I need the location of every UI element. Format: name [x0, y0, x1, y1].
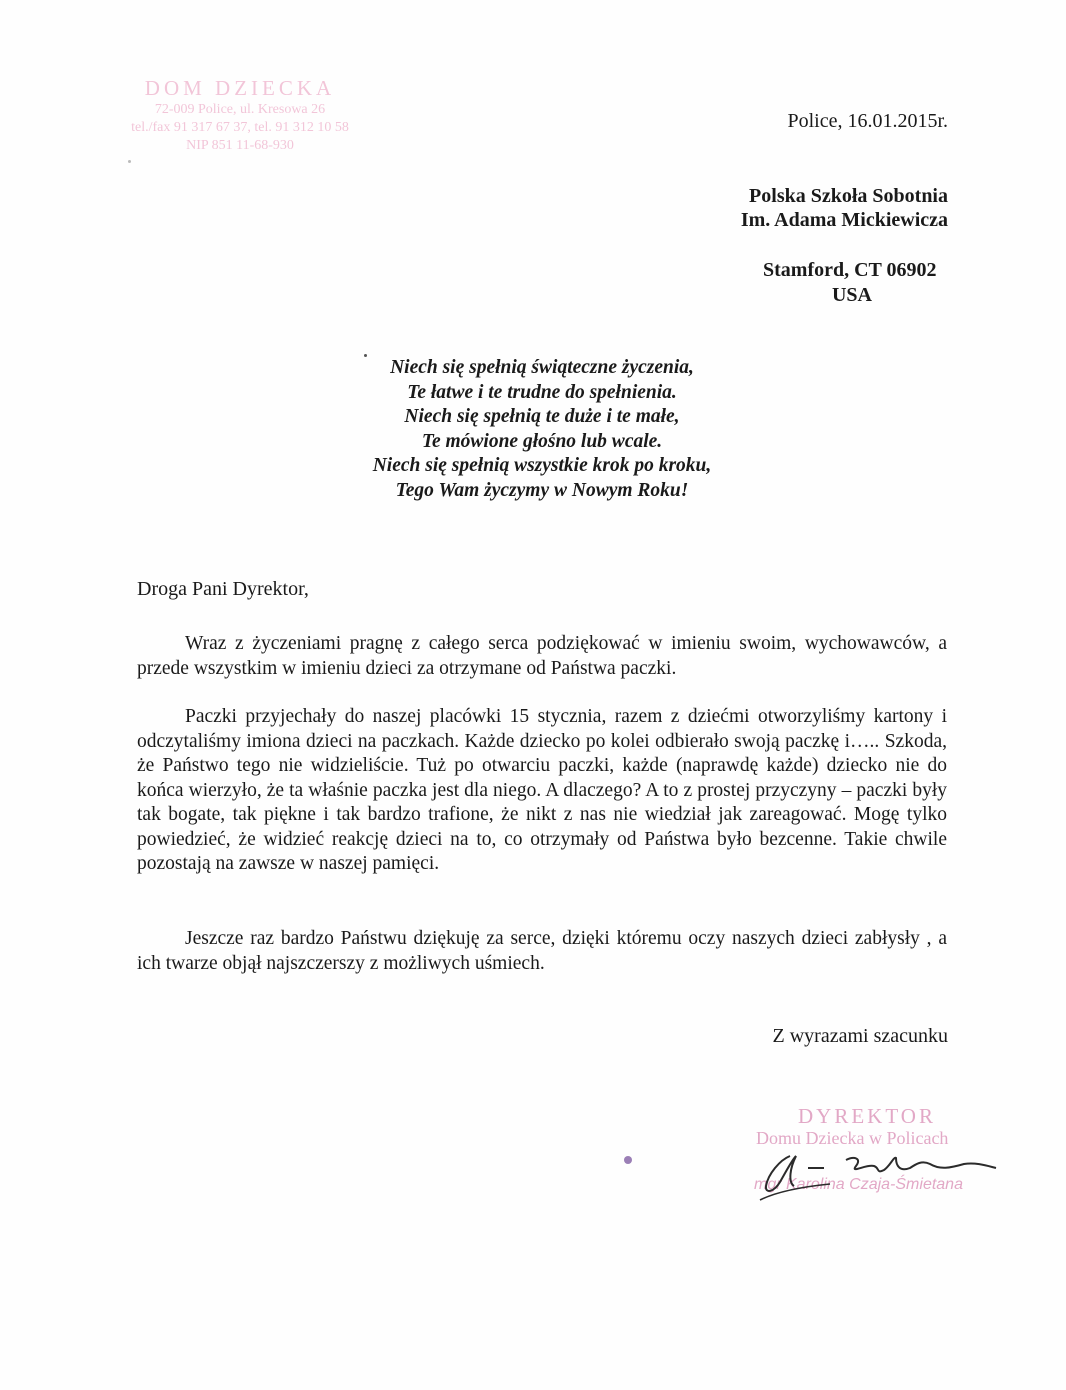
recipient-block	[741, 184, 948, 232]
recipient-country: USA	[831, 284, 872, 306]
signature-title: DYREKTOR	[798, 1104, 936, 1128]
poem-line: Niech się spełnią świąteczne życzenia,	[390, 357, 694, 378]
paragraph-1	[137, 632, 947, 681]
paragraph-text: Wraz z życzeniami pragnę z całego serca podziękować w imieniu swoim, wychowawców, a przede wszystkim w imieniu dzieci za otrzymane od Państwa paczki.	[137, 633, 947, 679]
stamp-phone: tel./fax 91 317 67 37, tel. 91 312 10 58	[131, 120, 349, 135]
paragraph-text: Jeszcze raz bardzo Państwu dziękuję za serce, dzięki któremu oczy naszych dzieci zabłysły , a ich twarze objął najszczerszy z możliwych uśmiech.	[137, 928, 947, 974]
letter-date: Police, 16.01.2015r.	[787, 110, 948, 132]
recipient-line-1: Polska Szkoła Sobotnia	[749, 185, 948, 207]
ink-speck	[624, 1156, 632, 1164]
signature-organization: Domu Dziecka w Policach	[756, 1128, 949, 1148]
recipient-line-2: Im. Adama Mickiewicza	[740, 209, 948, 231]
salutation: Droga Pani Dyrektor,	[137, 578, 309, 600]
poem-line: Tego Wam życzymy w Nowym Roku!	[395, 479, 689, 501]
handwritten-signature	[750, 1134, 1000, 1204]
poem-line: Te mówione głośno lub wcale.	[421, 430, 663, 452]
paragraph-3	[137, 927, 947, 976]
signature-name: mgr Karolina Czaja-Śmietana	[754, 1176, 963, 1193]
stamp-nip: NIP 851 11-68-930	[186, 138, 294, 153]
greeting-poem	[340, 356, 744, 503]
paragraph-2	[137, 705, 947, 877]
paragraph-text: Paczki przyjechały do naszej placówki 15 stycznia, razem z dziećmi otworzyliśmy kartony i odczytaliśmy imiona dzieci na paczkach. Każde dziecko po kolei odbierało swoją paczkę i….. Szkoda, że Państwo tego nie widzieliście. Tuż po otwarciu paczki, każde (naprawdę każde) dziecko nie do końca wierzyło, że ta właśnie paczka jest dla niego. A dlaczego? A to z prostej przyczyny – paczki były tak bogate, tak piękne i tak bardzo trafione, że nikt z nas nie wiedział jak zareagować. Mogę tylko powiedzieć, że widzieć reakcję dzieci na to, co otrzymały od Państwa było bezcenne. Takie chwile pozostają na zawsze w naszej pamięci.	[137, 706, 947, 874]
recipient-city: Stamford, CT 06902	[763, 259, 937, 281]
ink-speck	[364, 354, 367, 357]
institution-stamp	[110, 76, 370, 155]
signature-block	[750, 1104, 1000, 1204]
closing-phrase: Z wyrazami szacunku	[772, 1025, 948, 1047]
stamp-address: 72-009 Police, ul. Kresowa 26	[154, 102, 326, 117]
recipient-address	[752, 258, 952, 308]
stamp-title: DOM DZIECKA	[144, 76, 336, 100]
poem-line: Te łatwe i te trudne do spełnienia.	[407, 381, 677, 403]
ink-speck	[128, 160, 131, 163]
poem-line: Niech się spełnią wszystkie krok po kroku,	[372, 455, 712, 476]
poem-line: Niech się spełnią te duże i te małe,	[404, 406, 680, 427]
